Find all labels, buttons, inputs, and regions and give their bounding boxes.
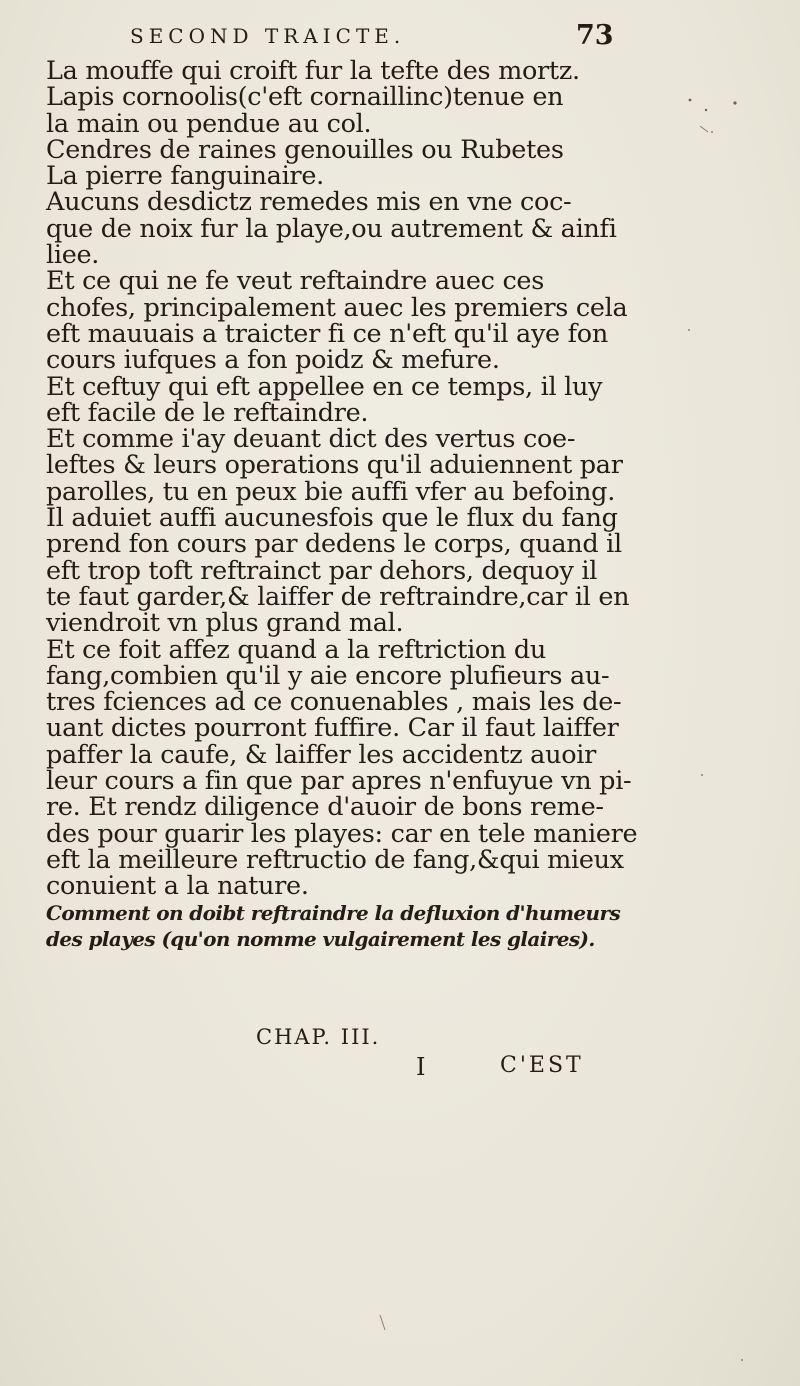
section-heading: des playes (qu'on nomme vulgairement les glaires). xyxy=(46,926,595,951)
text-line: leur cours a fin que par apres n'enfuyue vn pi- xyxy=(46,766,632,797)
text-line: des pour guarir les playes: car en tele maniere xyxy=(46,818,638,849)
text-line: eft trop toft reftrainct par dehors, dequoy il xyxy=(46,555,598,586)
text-line: La pierre fanguinaire. xyxy=(46,161,324,192)
text-line: Cendres de raines genouilles ou Rubetes xyxy=(46,134,564,165)
text-line: Aucuns desdictz remedes mis en vne coc- xyxy=(46,187,572,218)
text-line: prend fon cours par dedens le corps, quand il xyxy=(46,529,622,560)
text-line: te faut garder,& laiffer de reftraindre,car il en xyxy=(46,581,630,612)
body-text xyxy=(46,58,636,952)
text-line: parolles, tu en peux bie auffi vfer au befoing. xyxy=(46,476,616,507)
text-line: eft la meilleure reftructio de fang,&qui mieux xyxy=(46,844,624,875)
text-line: tres fciences ad ce conuenables , mais les de- xyxy=(46,687,622,718)
text-line: leftes & leurs operations qu'il aduiennent par xyxy=(46,450,623,481)
text-line: eft mauuais a traicter fi ce n'eft qu'il aye fon xyxy=(46,318,608,349)
text-line: eft facile de le reftaindre. xyxy=(46,397,369,428)
text-line: Et ce foit affez quand a la reftriction du xyxy=(46,634,547,665)
text-line: fang,combien qu'il y aie encore plufieurs au- xyxy=(46,660,610,691)
text-line: chofes, principalement auec les premiers cela xyxy=(46,292,628,323)
text-line: Il aduiet auffi aucunesfois que le flux du fang xyxy=(46,503,618,534)
page-footer xyxy=(46,1025,636,1085)
text-line: que de noix fur la playe,ou autrement & ainfi xyxy=(46,213,617,244)
text-line: cours iufques a fon poidz & mefure. xyxy=(46,345,500,376)
signature-mark: I xyxy=(416,1053,426,1081)
page-header xyxy=(130,18,614,54)
chapter-mark: CHAP. III. xyxy=(256,1025,381,1049)
text-line: Et ceftuy qui eft appellee en ce temps, il luy xyxy=(46,371,603,402)
text-line: La mouffe qui croift fur la tefte des mortz. xyxy=(46,56,580,86)
text-line: Et ce qui ne fe veut reftaindre auec ces xyxy=(46,266,545,297)
text-line: Et comme i'ay deuant dict des vertus coe- xyxy=(46,424,576,455)
text-line: la main ou pendue au col. xyxy=(46,108,372,139)
text-line: paffer la caufe, & laiffer les accidentz auoir xyxy=(46,739,596,770)
section-heading: Comment on doibt reftraindre la defluxion d'humeurs xyxy=(46,900,621,925)
text-line: Lapis cornoolis(c'eft cornaillinc)tenue en xyxy=(46,82,564,113)
catchword: C'EST xyxy=(500,1053,584,1078)
running-head: SECOND TRAICTE. xyxy=(130,24,406,48)
text-line: conuient a la nature. xyxy=(46,871,309,902)
text-line: re. Et rendz diligence d'auoir de bons reme- xyxy=(46,792,604,823)
page-number: 73 xyxy=(576,20,614,51)
text-line: liee. xyxy=(46,240,100,271)
text-line: viendroit vn plus grand mal. xyxy=(46,608,404,639)
text-line: uant dictes pourront fuffire. Car il faut laiffer xyxy=(46,713,619,744)
